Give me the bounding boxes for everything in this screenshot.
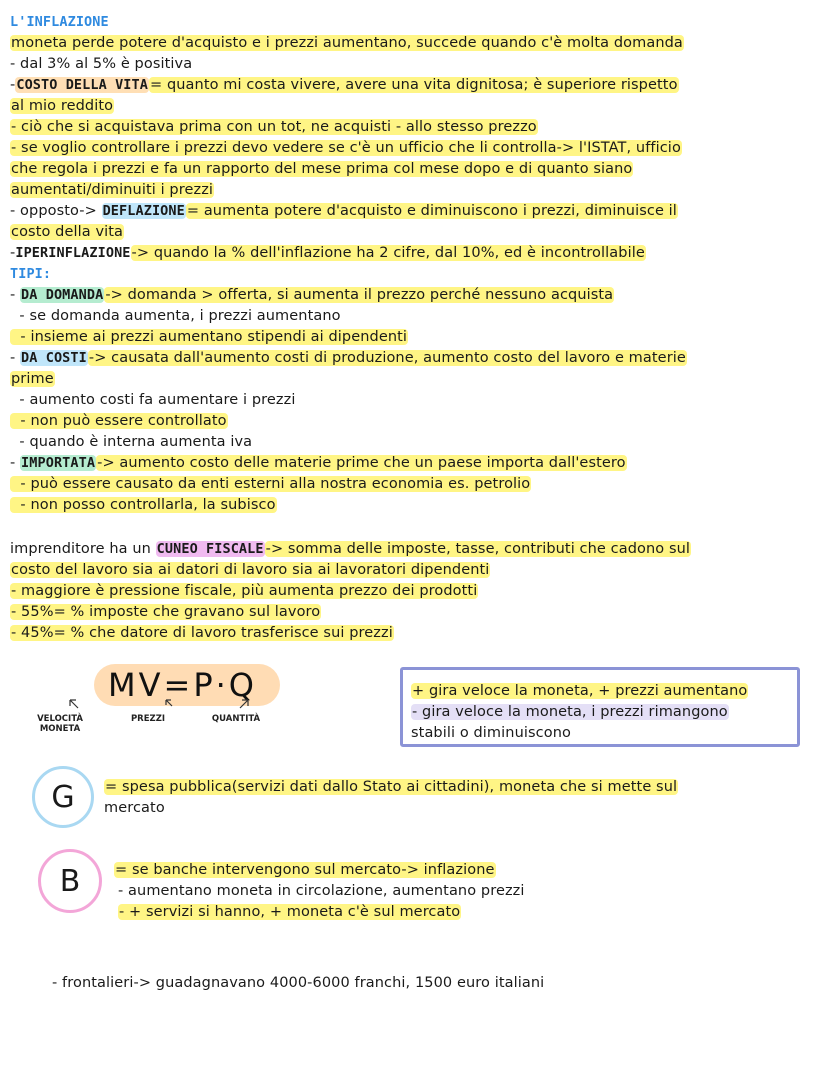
note-text: - può essere causato da enti esterni alla nostra economia es. petrolio xyxy=(11,476,531,492)
note-text: - maggiore è pressione fiscale, più aumenta prezzo dei prodotti xyxy=(11,583,478,599)
note-text: - 55%= % imposte che gravano sul lavoro xyxy=(11,604,321,620)
note-line xyxy=(10,495,277,515)
note-text: - dal 3% al 5% è positiva xyxy=(10,56,193,72)
g-line-1: = spesa pubblica(servizi dati dallo Stato ai cittadini), moneta che si mette sul xyxy=(105,779,678,795)
box-line-1: + gira veloce la moneta, + prezzi aumentano xyxy=(412,683,748,699)
note-text: al mio reddito xyxy=(11,98,114,114)
note-text: costo del lavoro sia ai datori di lavoro sia ai lavoratori dipendenti xyxy=(11,562,490,578)
g-circle: G xyxy=(32,766,94,828)
note-line xyxy=(10,159,633,179)
note-text: TIPI: xyxy=(10,266,52,282)
b-circle: B xyxy=(38,849,102,913)
note-text: - se domanda aumenta, i prezzi aumentano xyxy=(10,308,341,324)
note-line xyxy=(10,474,531,494)
note-text: - quando è interna aumenta iva xyxy=(10,434,253,450)
note-line xyxy=(10,623,394,643)
note-text: - xyxy=(10,287,21,303)
g-line-2: mercato xyxy=(104,800,165,816)
box-line-3: stabili o diminuiscono xyxy=(411,725,571,741)
footer-frontalieri: - frontalieri-> guadagnavano 4000-6000 franchi, 1500 euro italiani xyxy=(52,975,545,991)
note-text: moneta perde potere d'acquisto e i prezzi aumentano, succede quando c'è molta domanda xyxy=(11,35,683,51)
note-line xyxy=(10,75,679,95)
note-text: = quanto mi costa vivere, avere una vita dignitosa; è superiore rispetto xyxy=(150,77,678,93)
note-text: - insieme ai prezzi aumentano stipendi ai dipendenti xyxy=(11,329,408,345)
note-line xyxy=(10,327,408,347)
note-line xyxy=(10,96,114,116)
note-line xyxy=(10,285,614,305)
note-text: CUNEO FISCALE xyxy=(156,541,264,557)
note-text: - xyxy=(10,455,21,471)
note-text: = aumenta potere d'acquisto e diminuiscono i prezzi, diminuisce il xyxy=(186,203,677,219)
note-line xyxy=(10,222,124,242)
note-text: DA COSTI xyxy=(21,350,87,366)
box-line-2: - gira veloce la moneta, i prezzi rimangono xyxy=(412,704,728,720)
note-text: IPERINFLAZIONE xyxy=(15,245,131,261)
note-line xyxy=(10,581,478,601)
formula-mv-pq: MV=P·Q xyxy=(108,666,257,704)
page-title: L'INFLAZIONE xyxy=(10,14,109,30)
note-text: aumentati/diminuiti i prezzi xyxy=(11,182,214,198)
note-text: - se voglio controllare i prezzi devo vedere se c'è un ufficio che li controlla-> l'ISTAT, ufficio xyxy=(11,140,681,156)
note-text: -> somma delle imposte, tasse, contributi che cadono sul xyxy=(265,541,691,557)
note-text: - non può essere controllato xyxy=(11,413,227,429)
note-line xyxy=(10,33,684,53)
note-text: - opposto-> xyxy=(10,203,102,219)
note-line xyxy=(10,432,252,452)
note-text: - non posso controllarla, la subisco xyxy=(11,497,276,513)
note-text: - xyxy=(10,77,16,93)
note-line xyxy=(10,390,295,410)
note-text: imprenditore ha un xyxy=(10,541,156,557)
label-velocita-moneta: VELOCITÀ MONETA xyxy=(37,714,83,734)
note-line xyxy=(10,560,490,580)
note-text: - aumento costi fa aumentare i prezzi xyxy=(10,392,296,408)
note-text: COSTO DELLA VITA xyxy=(16,77,148,93)
note-line xyxy=(10,117,538,137)
note-text: -> quando la % dell'inflazione ha 2 cifre, dal 10%, ed è incontrollabile xyxy=(131,245,645,261)
note-text: - ciò che si acquistava prima con un tot, ne acquisti - allo stesso prezzo xyxy=(11,119,537,135)
note-line xyxy=(10,411,228,431)
note-line xyxy=(10,539,691,559)
note-line xyxy=(10,306,341,326)
b-line-1: = se banche intervengono sul mercato-> inflazione xyxy=(115,862,495,878)
note-text: che regola i prezzi e fa un rapporto del mese prima col mese dopo e di quanto siano xyxy=(11,161,633,177)
note-line xyxy=(10,602,321,622)
b-line-3: - + servizi si hanno, + moneta c'è sul mercato xyxy=(119,904,461,920)
note-text: DEFLAZIONE xyxy=(102,203,185,219)
note-text: -> domanda > offerta, si aumenta il prezzo perché nessuno acquista xyxy=(105,287,614,303)
note-text: - 45%= % che datore di lavoro trasferisce sui prezzi xyxy=(11,625,393,641)
note-line xyxy=(10,348,687,368)
note-line xyxy=(10,180,214,200)
note-line xyxy=(10,369,55,389)
note-line xyxy=(10,138,682,158)
note-text: IMPORTATA xyxy=(21,455,96,471)
note-text: - xyxy=(10,245,16,261)
note-text: -> aumento costo delle materie prime che un paese importa dall'estero xyxy=(97,455,626,471)
note-text: prime xyxy=(11,371,54,387)
b-line-2: - aumentano moneta in circolazione, aumentano prezzi xyxy=(118,883,525,899)
note-text: - xyxy=(10,350,21,366)
note-line xyxy=(10,54,192,74)
note-line xyxy=(10,264,51,284)
note-line xyxy=(10,453,627,473)
label-quantita: QUANTITÀ xyxy=(211,714,261,724)
note-text: costo della vita xyxy=(11,224,124,240)
note-line xyxy=(10,243,646,263)
note-text: DA DOMANDA xyxy=(21,287,104,303)
note-text: -> causata dall'aumento costi di produzione, aumento costo del lavoro e materie xyxy=(88,350,686,366)
label-prezzi: PREZZI xyxy=(130,714,166,724)
note-line xyxy=(10,201,678,221)
